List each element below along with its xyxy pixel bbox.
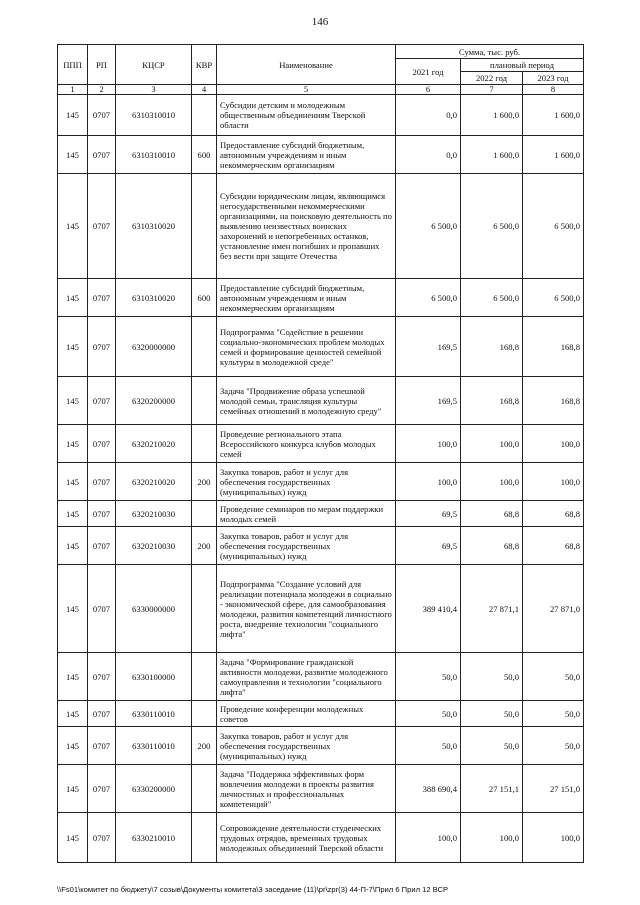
cell-2023: 1 600,0 bbox=[523, 136, 584, 174]
cell-ppp: 145 bbox=[58, 95, 88, 136]
table-row bbox=[58, 95, 584, 136]
cell-name: Закупка товаров, работ и услуг для обеспечения государственных (муниципальных) нужд bbox=[217, 463, 396, 501]
cell-2022: 50,0 bbox=[461, 727, 523, 765]
cell-2021: 169,5 bbox=[396, 317, 461, 377]
cell-name: Подпрограмма "Создание условий для реализации потенциала молодежи в социально - экономической сфере, для самообразования молодежи, развития компетенций личностного роста, внедрение технологии "социального лифта" bbox=[217, 565, 396, 653]
budget-table bbox=[57, 44, 584, 863]
cell-kvr bbox=[192, 317, 217, 377]
table-row bbox=[58, 174, 584, 279]
cell-kcsr: 6330000000 bbox=[116, 565, 192, 653]
cell-2023: 100,0 bbox=[523, 425, 584, 463]
cell-rp: 0707 bbox=[88, 501, 116, 527]
cell-kvr bbox=[192, 653, 217, 701]
cell-kvr bbox=[192, 765, 217, 813]
cell-kvr bbox=[192, 377, 217, 425]
cell-name: Предоставление субсидий бюджетным, автономным учреждениям и иным некоммерческим организациям bbox=[217, 279, 396, 317]
cell-name: Задача "Формирование гражданской активности молодежи, развитие молодежного самоуправления и технологии "социального лифта" bbox=[217, 653, 396, 701]
cell-kvr: 600 bbox=[192, 136, 217, 174]
cell-kvr: 200 bbox=[192, 463, 217, 501]
cell-2021: 50,0 bbox=[396, 701, 461, 727]
cell-name: Сопровождение деятельности студенческих трудовых отрядов, временных трудовых молодежных объединений Тверской области bbox=[217, 813, 396, 863]
cell-ppp: 145 bbox=[58, 425, 88, 463]
cell-rp: 0707 bbox=[88, 279, 116, 317]
cell-2022: 6 500,0 bbox=[461, 279, 523, 317]
cell-kcsr: 6310310010 bbox=[116, 136, 192, 174]
cell-kvr bbox=[192, 425, 217, 463]
header-2023: 2023 год bbox=[523, 72, 584, 85]
page-number: 146 bbox=[311, 16, 329, 28]
cell-2022: 50,0 bbox=[461, 701, 523, 727]
cell-kvr: 200 bbox=[192, 727, 217, 765]
cell-rp: 0707 bbox=[88, 425, 116, 463]
cell-kvr: 200 bbox=[192, 527, 217, 565]
table-row bbox=[58, 463, 584, 501]
cell-ppp: 145 bbox=[58, 765, 88, 813]
cell-kcsr: 6330200000 bbox=[116, 765, 192, 813]
cell-2022: 50,0 bbox=[461, 653, 523, 701]
cell-name: Проведение регионального этапа Всероссийского конкурса клубов молодых семей bbox=[217, 425, 396, 463]
cell-kcsr: 6310310010 bbox=[116, 95, 192, 136]
cell-kvr bbox=[192, 813, 217, 863]
cell-kvr: 600 bbox=[192, 279, 217, 317]
table-row bbox=[58, 377, 584, 425]
header-kvr: КВР bbox=[192, 45, 217, 85]
cell-2021: 169,5 bbox=[396, 377, 461, 425]
cell-2021: 0,0 bbox=[396, 95, 461, 136]
cell-2021: 389 410,4 bbox=[396, 565, 461, 653]
table-row bbox=[58, 136, 584, 174]
cell-rp: 0707 bbox=[88, 701, 116, 727]
cell-2021: 0,0 bbox=[396, 136, 461, 174]
table-row bbox=[58, 653, 584, 701]
cell-name: Задача "Продвижение образа успешной молодой семьи, трансляция культуры семейных отношений в молодежную среду" bbox=[217, 377, 396, 425]
cell-ppp: 145 bbox=[58, 527, 88, 565]
cell-name: Проведение конференции молодежных советов bbox=[217, 701, 396, 727]
cell-ppp: 145 bbox=[58, 279, 88, 317]
cell-name: Подпрограмма "Содействие в решении социально-экономических проблем молодых семей и формирование ценностей семейной культуры в молодежной среде" bbox=[217, 317, 396, 377]
cell-2023: 100,0 bbox=[523, 463, 584, 501]
column-number: 5 bbox=[217, 85, 396, 95]
cell-2023: 50,0 bbox=[523, 701, 584, 727]
cell-name: Закупка товаров, работ и услуг для обеспечения государственных (муниципальных) нужд bbox=[217, 527, 396, 565]
cell-kvr bbox=[192, 174, 217, 279]
cell-2022: 68,8 bbox=[461, 527, 523, 565]
column-number: 7 bbox=[461, 85, 523, 95]
cell-kvr bbox=[192, 565, 217, 653]
cell-2023: 168,8 bbox=[523, 317, 584, 377]
cell-2022: 6 500,0 bbox=[461, 174, 523, 279]
cell-2022: 1 600,0 bbox=[461, 95, 523, 136]
column-number: 8 bbox=[523, 85, 584, 95]
cell-2023: 6 500,0 bbox=[523, 174, 584, 279]
table-row bbox=[58, 425, 584, 463]
cell-2022: 100,0 bbox=[461, 813, 523, 863]
table-row bbox=[58, 317, 584, 377]
cell-2021: 50,0 bbox=[396, 727, 461, 765]
cell-rp: 0707 bbox=[88, 136, 116, 174]
cell-kcsr: 6310310020 bbox=[116, 279, 192, 317]
cell-2023: 100,0 bbox=[523, 813, 584, 863]
cell-rp: 0707 bbox=[88, 95, 116, 136]
cell-rp: 0707 bbox=[88, 727, 116, 765]
cell-rp: 0707 bbox=[88, 813, 116, 863]
cell-2023: 168,8 bbox=[523, 377, 584, 425]
cell-2023: 27 871,0 bbox=[523, 565, 584, 653]
cell-2022: 168,8 bbox=[461, 317, 523, 377]
cell-2022: 1 600,0 bbox=[461, 136, 523, 174]
cell-2021: 6 500,0 bbox=[396, 174, 461, 279]
cell-kvr bbox=[192, 501, 217, 527]
cell-rp: 0707 bbox=[88, 317, 116, 377]
cell-ppp: 145 bbox=[58, 377, 88, 425]
table-row bbox=[58, 279, 584, 317]
cell-kcsr: 6330210010 bbox=[116, 813, 192, 863]
cell-ppp: 145 bbox=[58, 813, 88, 863]
table-row bbox=[58, 813, 584, 863]
header-ppp: ППП bbox=[58, 45, 88, 85]
cell-ppp: 145 bbox=[58, 701, 88, 727]
cell-2023: 1 600,0 bbox=[523, 95, 584, 136]
cell-2021: 388 690,4 bbox=[396, 765, 461, 813]
cell-ppp: 145 bbox=[58, 653, 88, 701]
cell-kcsr: 6330100000 bbox=[116, 653, 192, 701]
cell-ppp: 145 bbox=[58, 501, 88, 527]
column-number: 1 bbox=[58, 85, 88, 95]
cell-kcsr: 6320210030 bbox=[116, 527, 192, 565]
cell-2023: 68,8 bbox=[523, 501, 584, 527]
cell-rp: 0707 bbox=[88, 653, 116, 701]
cell-name: Субсидии детским и молодежным общественным объединениям Тверской области bbox=[217, 95, 396, 136]
cell-2021: 6 500,0 bbox=[396, 279, 461, 317]
cell-2021: 100,0 bbox=[396, 463, 461, 501]
cell-ppp: 145 bbox=[58, 565, 88, 653]
cell-rp: 0707 bbox=[88, 527, 116, 565]
cell-name: Задача "Поддержка эффективных форм вовлечения молодежи в проекты развития личностных и профессиональных компетенций" bbox=[217, 765, 396, 813]
cell-2022: 100,0 bbox=[461, 425, 523, 463]
cell-2022: 168,8 bbox=[461, 377, 523, 425]
cell-2021: 50,0 bbox=[396, 653, 461, 701]
cell-ppp: 145 bbox=[58, 174, 88, 279]
column-number: 3 bbox=[116, 85, 192, 95]
cell-kcsr: 6330110010 bbox=[116, 727, 192, 765]
cell-2022: 27 151,1 bbox=[461, 765, 523, 813]
header-planned: плановый период bbox=[461, 59, 584, 72]
cell-kcsr: 6310310020 bbox=[116, 174, 192, 279]
cell-name: Предоставление субсидий бюджетным, автономным учреждениям и иным некоммерческим организациям bbox=[217, 136, 396, 174]
cell-2021: 69,5 bbox=[396, 527, 461, 565]
cell-rp: 0707 bbox=[88, 377, 116, 425]
cell-kcsr: 6320210020 bbox=[116, 463, 192, 501]
cell-name: Закупка товаров, работ и услуг для обеспечения государственных (муниципальных) нужд bbox=[217, 727, 396, 765]
cell-2023: 27 151,0 bbox=[523, 765, 584, 813]
cell-2021: 100,0 bbox=[396, 425, 461, 463]
cell-2023: 50,0 bbox=[523, 653, 584, 701]
cell-2022: 27 871,1 bbox=[461, 565, 523, 653]
table-row bbox=[58, 565, 584, 653]
cell-2022: 100,0 bbox=[461, 463, 523, 501]
cell-rp: 0707 bbox=[88, 463, 116, 501]
file-path-footer: \\Fs01\комитет по бюджету\7 созыв\Документы комитета\3 заседание (11)\pr\zpr(3) 44-П-7\Прил 6 Прил 12 ВСР bbox=[57, 885, 449, 894]
cell-rp: 0707 bbox=[88, 565, 116, 653]
header-2021: 2021 год bbox=[396, 59, 461, 85]
header-kcsr: КЦСР bbox=[116, 45, 192, 85]
cell-kcsr: 6320210030 bbox=[116, 501, 192, 527]
table-row bbox=[58, 727, 584, 765]
column-number: 2 bbox=[88, 85, 116, 95]
table-row bbox=[58, 765, 584, 813]
header-name: Наименование bbox=[217, 45, 396, 85]
cell-kcsr: 6320200000 bbox=[116, 377, 192, 425]
cell-kcsr: 6320000000 bbox=[116, 317, 192, 377]
cell-kcsr: 6320210020 bbox=[116, 425, 192, 463]
cell-2023: 6 500,0 bbox=[523, 279, 584, 317]
cell-ppp: 145 bbox=[58, 317, 88, 377]
table-row bbox=[58, 527, 584, 565]
cell-name: Проведение семинаров по мерам поддержки молодых семей bbox=[217, 501, 396, 527]
header-2022: 2022 год bbox=[461, 72, 523, 85]
cell-name: Субсидии юридическим лицам, являющимся негосударственными некоммерческими организациями, на поисковую деятельность по выявлению неизвестных воинских захоронений и непогребенных останков, установление имен погибших и пропавших без вести при защите Отечества bbox=[217, 174, 396, 279]
header-sum: Сумма, тыс. руб. bbox=[396, 45, 584, 59]
cell-kcsr: 6330110010 bbox=[116, 701, 192, 727]
column-number: 6 bbox=[396, 85, 461, 95]
cell-rp: 0707 bbox=[88, 765, 116, 813]
column-number: 4 bbox=[192, 85, 217, 95]
table-row bbox=[58, 501, 584, 527]
cell-2021: 69,5 bbox=[396, 501, 461, 527]
table-row bbox=[58, 701, 584, 727]
cell-ppp: 145 bbox=[58, 463, 88, 501]
cell-2021: 100,0 bbox=[396, 813, 461, 863]
cell-2023: 68,8 bbox=[523, 527, 584, 565]
header-rp: РП bbox=[88, 45, 116, 85]
cell-ppp: 145 bbox=[58, 727, 88, 765]
cell-kvr bbox=[192, 701, 217, 727]
cell-ppp: 145 bbox=[58, 136, 88, 174]
cell-2023: 50,0 bbox=[523, 727, 584, 765]
cell-kvr bbox=[192, 95, 217, 136]
cell-2022: 68,8 bbox=[461, 501, 523, 527]
cell-rp: 0707 bbox=[88, 174, 116, 279]
